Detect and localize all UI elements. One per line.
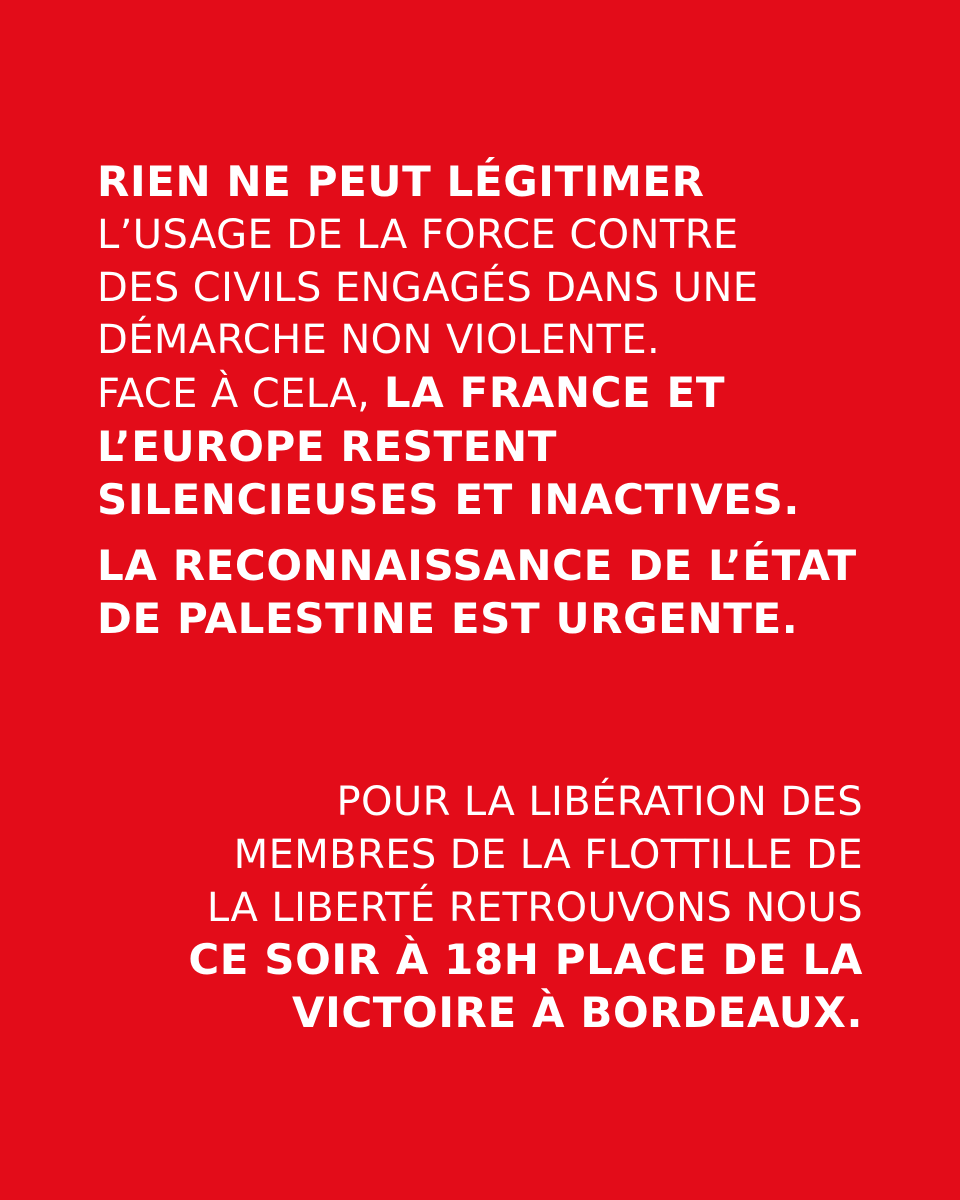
statement-block	[97, 156, 897, 527]
statement-line-7: SILENCIEUSES ET INACTIVES.	[97, 474, 800, 524]
recognition-line-2: DE PALESTINE EST URGENTE.	[97, 593, 799, 643]
cta-line-1: POUR LA LIBÉRATION DES	[336, 779, 863, 825]
recognition-block	[97, 540, 897, 646]
cta-line-5: VICTOIRE À BORDEAUX.	[292, 988, 863, 1038]
statement-line-2: L’USAGE DE LA FORCE CONTRE	[97, 211, 739, 258]
statement-line-5-bold: LA FRANCE ET	[383, 368, 726, 418]
call-to-action-block	[83, 776, 863, 1040]
statement-line-5-light: FACE À CELA,	[97, 371, 371, 418]
recognition-line-1: LA RECONNAISSANCE DE L’ÉTAT	[97, 541, 857, 590]
statement-line-3: DES CIVILS ENGAGÉS DANS UNE	[97, 264, 759, 311]
cta-line-2: MEMBRES DE LA FLOTTILLE DE	[233, 831, 863, 878]
statement-line-5	[97, 367, 897, 421]
statement-line-6: L’EUROPE RESTENT	[97, 421, 558, 471]
cta-line-4: CE SOIR À 18H PLACE DE LA	[188, 935, 863, 985]
statement-line-4: DÉMARCHE NON VIOLENTE.	[97, 317, 661, 364]
headline-line-1: RIEN NE PEUT LÉGITIMER	[97, 157, 705, 206]
cta-line-3: LA LIBERTÉ RETROUVONS NOUS	[206, 884, 863, 931]
